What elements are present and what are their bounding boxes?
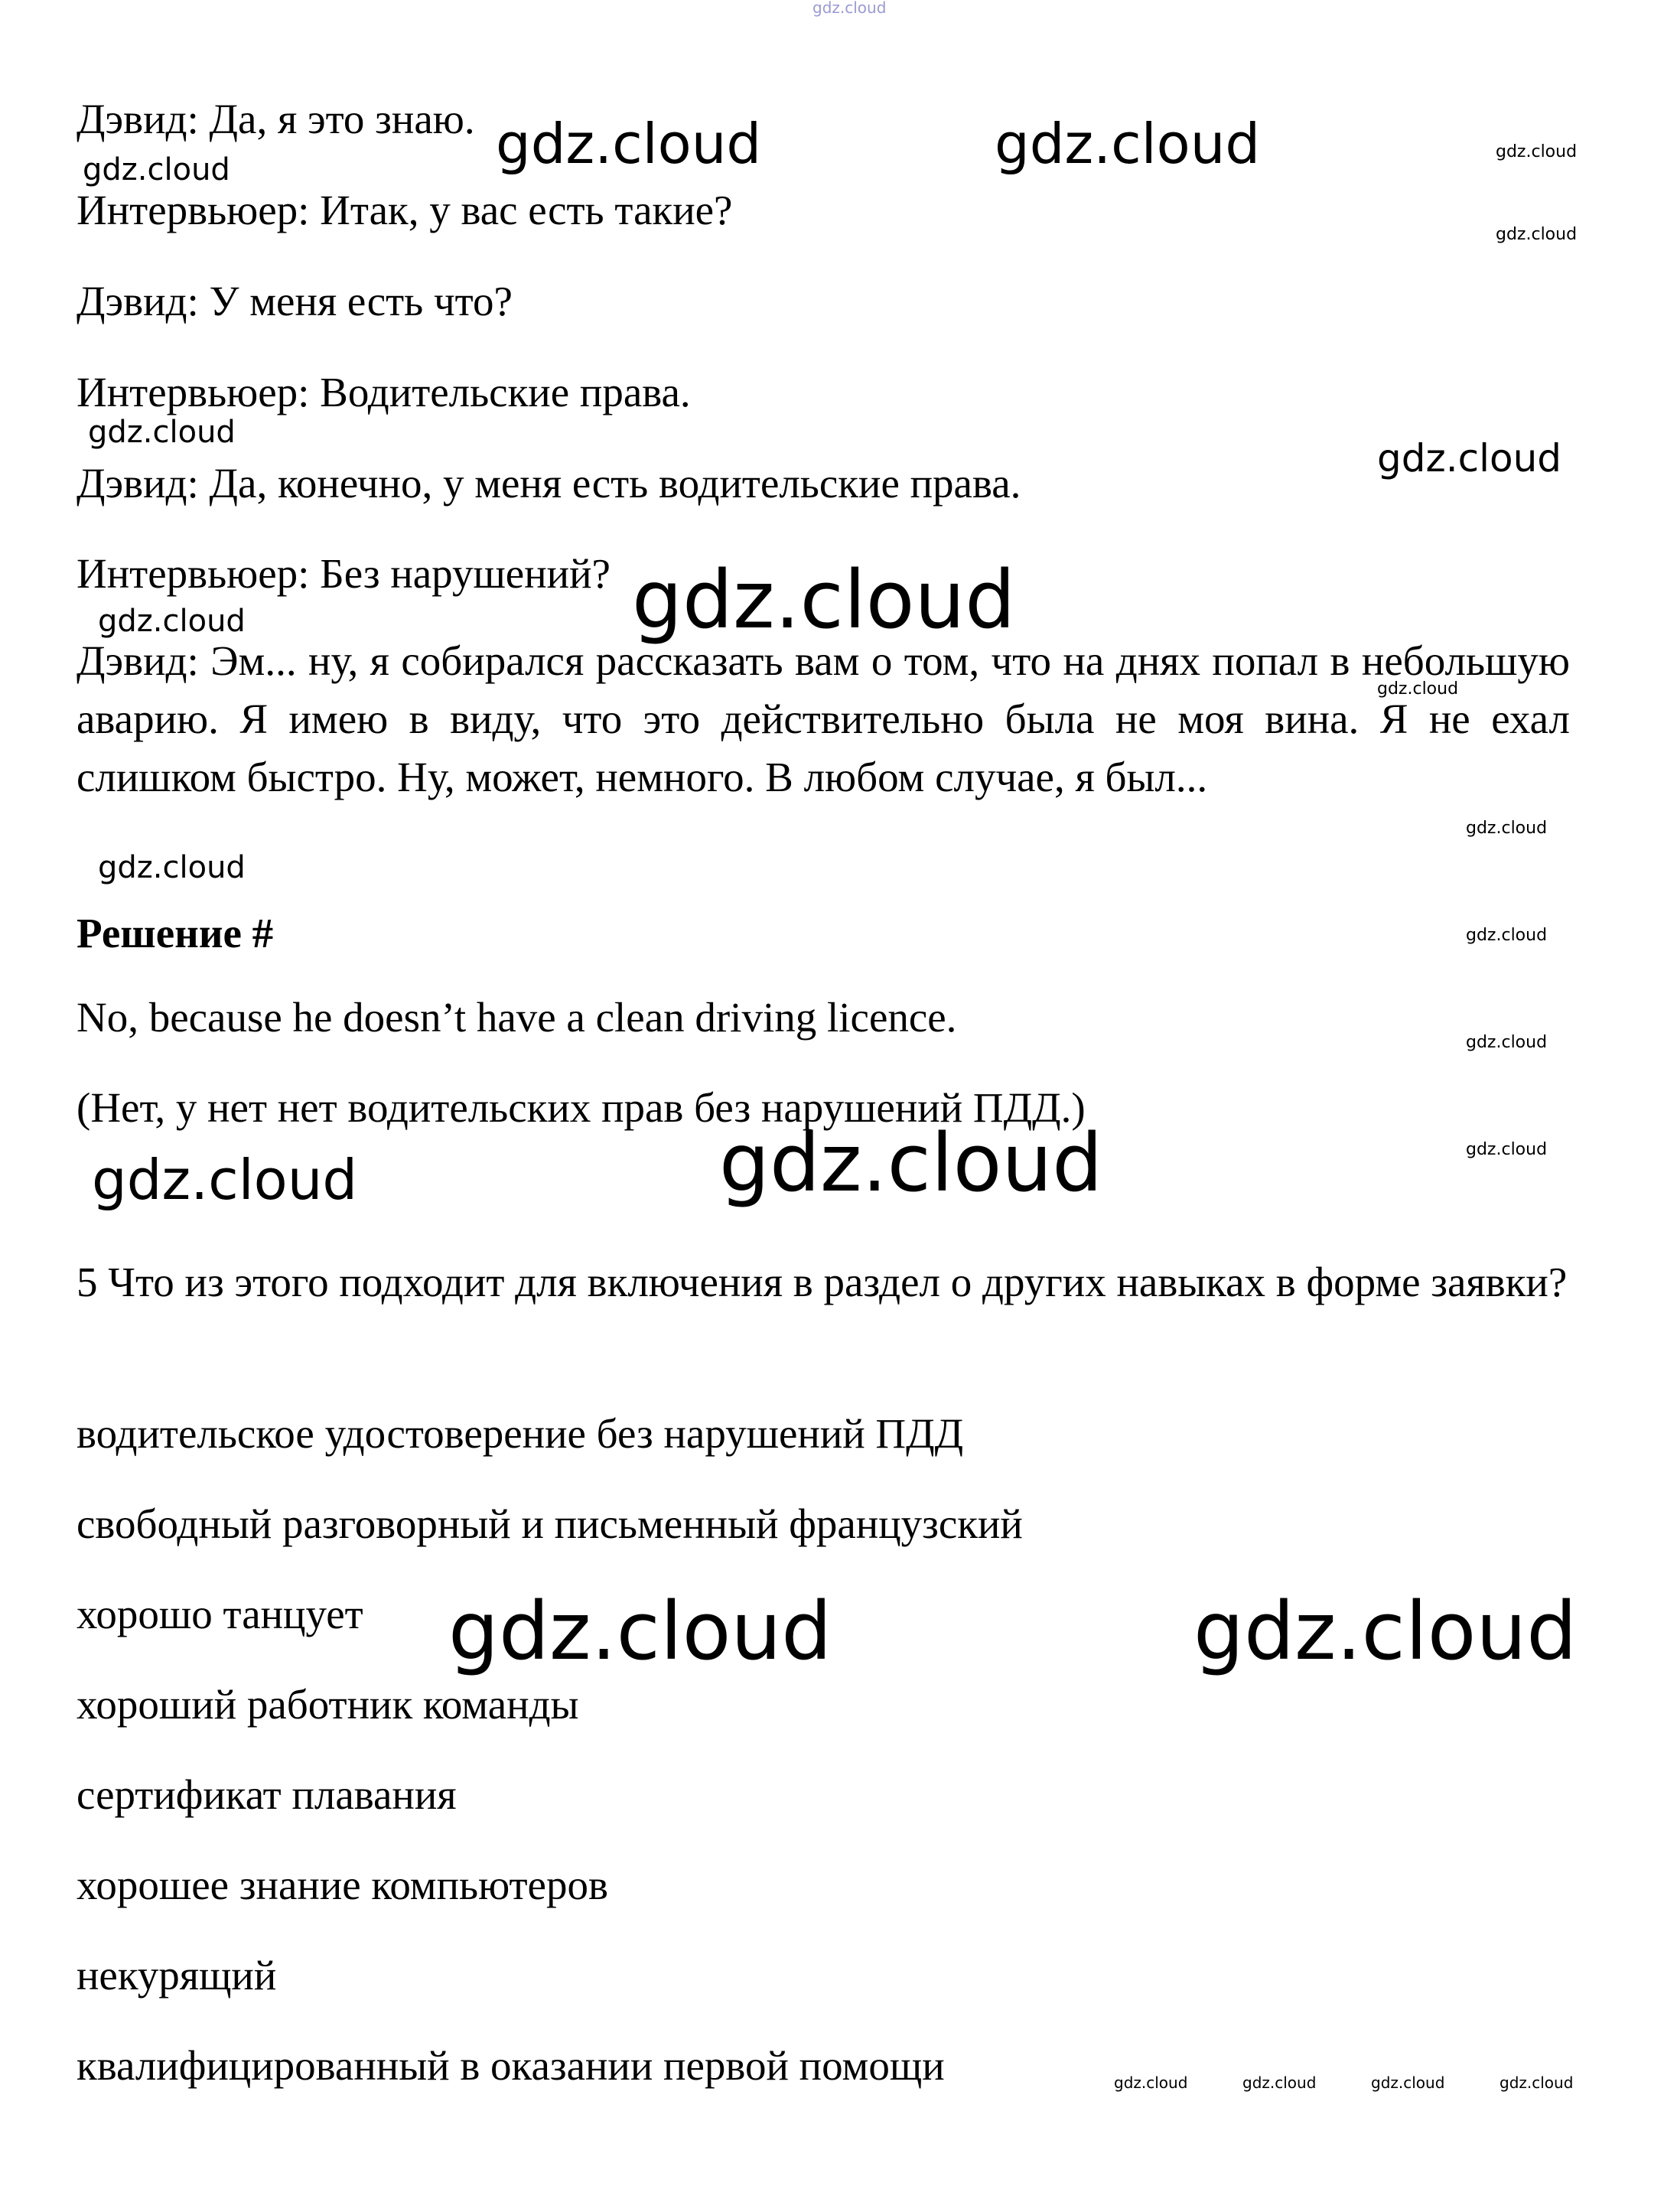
task5-item-7: некурящий [77, 1952, 277, 1999]
watermark: gdz.cloud [1193, 1585, 1578, 1678]
watermark: gdz.cloud [88, 415, 236, 450]
watermark: gdz.cloud [1466, 819, 1548, 838]
solution-answer-en: No, because he doesn’t have a clean driving licence. [77, 994, 957, 1041]
dialogue-paragraph-7: Дэвид: Эм... ну, я собирался рассказать вам о том, что на днях попал в небольшую аварию. Я имею в виду, что это действительно была не моя вина. Я не ехал слишком быстро. Ну, может, немного. В любом случае, я был... [77, 637, 1570, 800]
solution-heading: Решение # [77, 910, 274, 956]
watermark: gdz.cloud [1371, 2074, 1445, 2092]
watermark: gdz.cloud [1496, 142, 1578, 161]
dialogue-line-4: Интервьюер: Водительские права. [77, 369, 691, 415]
watermark: gdz.cloud [83, 152, 230, 187]
watermark: gdz.cloud [1496, 225, 1578, 244]
task5-item-8: квалифицированный в оказании первой помощи [77, 2042, 945, 2089]
watermark: gdz.cloud [496, 112, 762, 176]
watermark: gdz.cloud [1466, 1140, 1548, 1159]
dialogue-line-3: Дэвид: У меня есть что? [77, 278, 513, 324]
dialogue-line-5: Дэвид: Да, конечно, у меня есть водительские права. [77, 460, 1021, 507]
watermark: gdz.cloud [1466, 926, 1548, 945]
watermark: gdz.cloud [632, 553, 1016, 647]
dialogue-line-6: Интервьюер: Без нарушений? [77, 550, 611, 597]
watermark: gdz.cloud [98, 850, 246, 885]
watermark: gdz.cloud [719, 1116, 1103, 1210]
dialogue-line-2: Интервьюер: Итак, у вас есть такие? [77, 187, 733, 233]
watermark: gdz.cloud [92, 1148, 358, 1212]
task5-item-3: хорошо танцует [77, 1591, 363, 1637]
solution-answer-ru: (Нет, у нет нет водительских прав без нарушений ПДД.) [77, 1084, 1086, 1131]
watermark: gdz.cloud [448, 1585, 832, 1678]
watermark: gdz.cloud [1377, 436, 1562, 481]
watermark: gdz.cloud [1377, 679, 1459, 699]
dialogue-line-1: Дэвид: Да, я это знаю. [77, 96, 475, 142]
task5-item-2: свободный разговорный и письменный французский [77, 1500, 1023, 1547]
watermark: gdz.cloud [1500, 2074, 1574, 2092]
watermark: gdz.cloud [995, 112, 1261, 176]
task5-item-5: сертификат плавания [77, 1771, 457, 1818]
watermark: gdz.cloud [1114, 2074, 1188, 2092]
watermark: gdz.cloud [1242, 2074, 1317, 2092]
task5-item-6: хорошее знание компьютеров [77, 1862, 608, 1908]
watermark: gdz.cloud [98, 604, 246, 639]
task5-item-1: водительское удостоверение без нарушений ПДД [77, 1410, 964, 1457]
task5-question: 5 Что из этого подходит для включения в раздел о других навыках в форме заявки? [77, 1259, 1568, 1305]
task5-item-4: хороший работник команды [77, 1681, 579, 1728]
watermark: gdz.cloud [1466, 1033, 1548, 1052]
watermark-top: gdz.cloud [812, 0, 887, 17]
